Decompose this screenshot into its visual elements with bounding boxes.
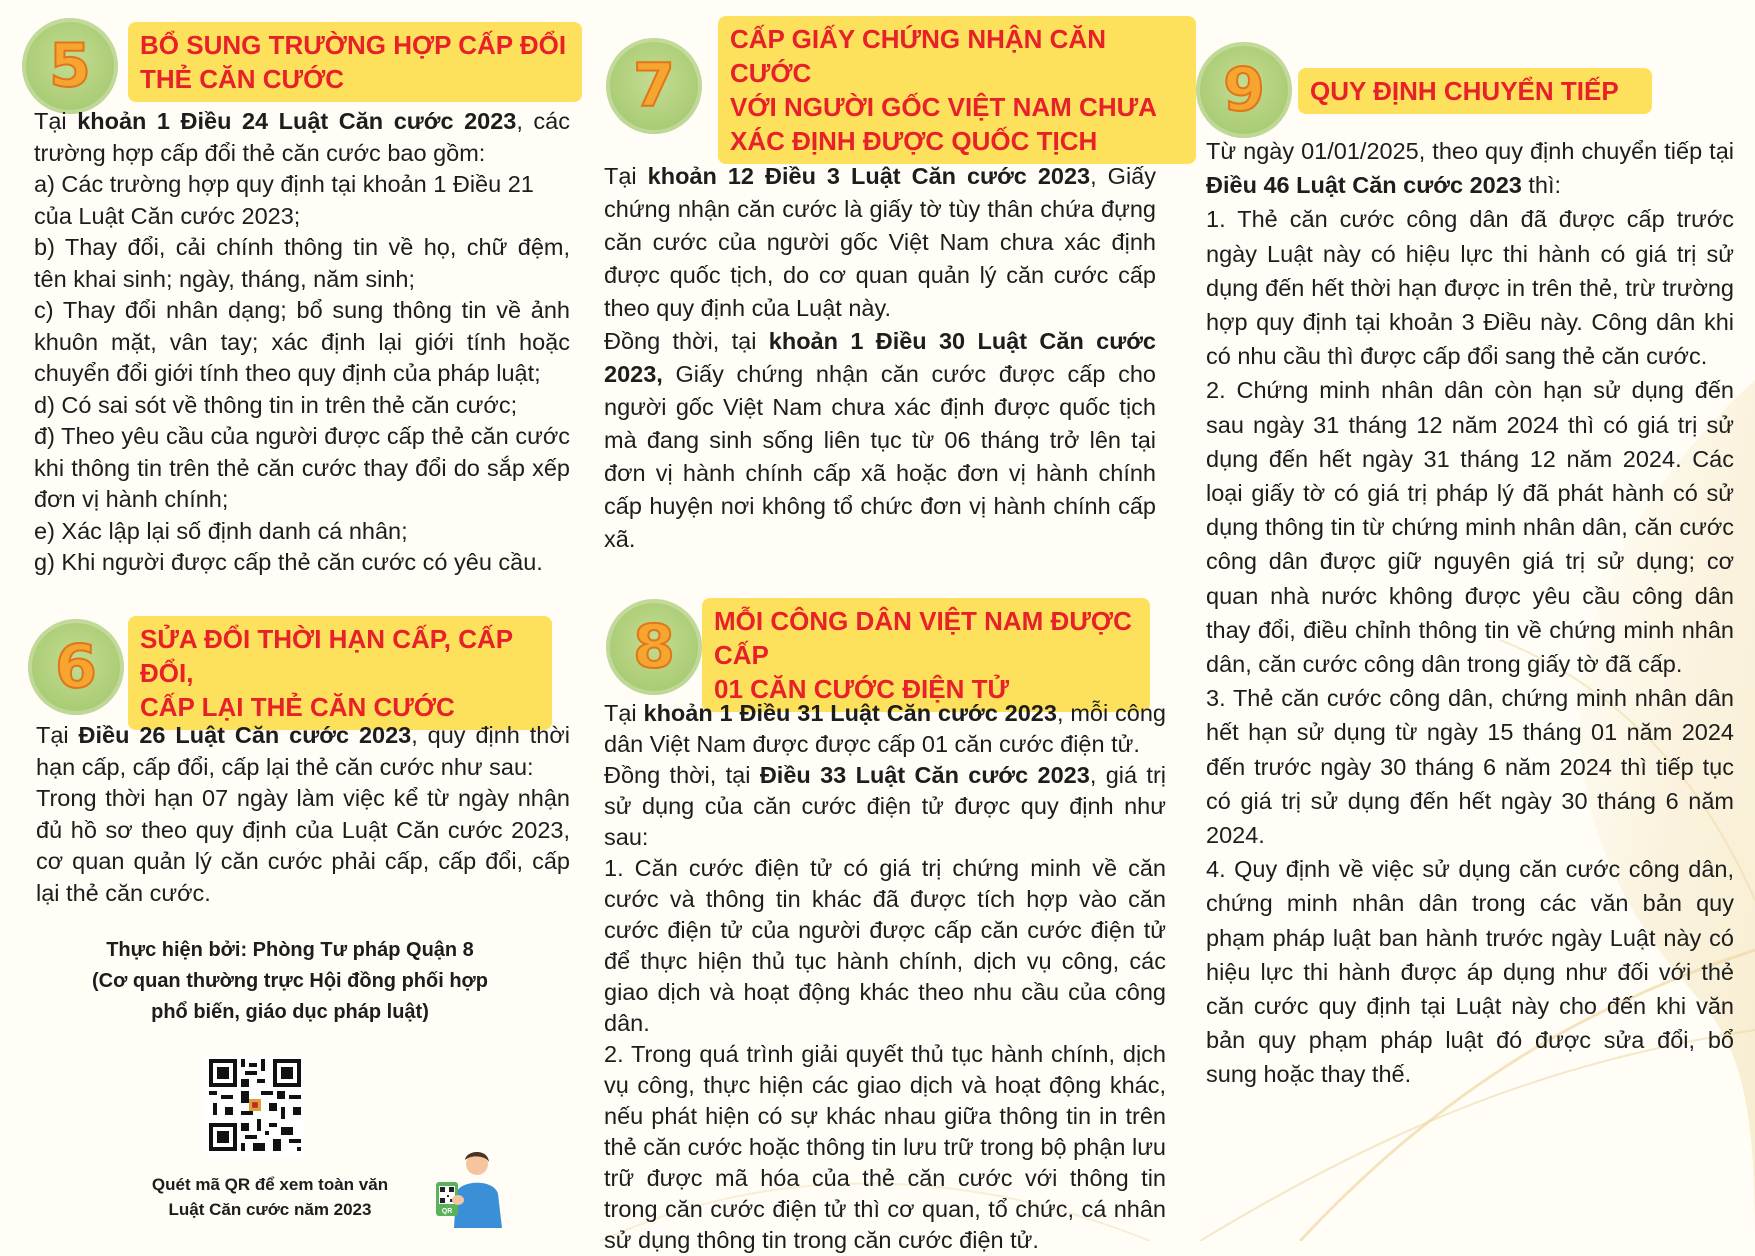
section-title xyxy=(718,16,1196,164)
section-number-badge xyxy=(1196,42,1292,138)
section-paragraph: Đồng thời, tại Điều 33 Luật Căn cước 2023, giá trị sử dụng của căn cước điện tử được quy định như sau: xyxy=(604,762,1166,850)
section-title-line: CẤP GIẤY CHỨNG NHẬN CĂN CƯỚC xyxy=(730,24,1106,88)
law-reference: Điều 26 Luật Căn cước 2023 xyxy=(78,722,412,748)
law-reference: Điều 33 Luật Căn cước 2023 xyxy=(759,762,1090,788)
qr-caption-line: Luật Căn cước năm 2023 xyxy=(168,1200,372,1219)
section-number-badge xyxy=(606,599,702,695)
section-number: 6 xyxy=(55,632,97,702)
section-number-badge xyxy=(22,18,118,114)
section-number: 9 xyxy=(1223,55,1265,125)
credit-line: Thực hiện bởi: Phòng Tư pháp Quận 8 xyxy=(106,939,474,961)
section-9 xyxy=(1180,0,1755,1241)
section-title xyxy=(128,22,582,102)
qr-caption-line: Quét mã QR để xem toàn văn xyxy=(151,1175,389,1194)
credit-line: phổ biến, giáo dục pháp luật) xyxy=(151,1001,429,1023)
list-item: g) Khi người được cấp thẻ căn cước có yêu cầu. xyxy=(34,549,543,575)
section-title-line: XÁC ĐỊNH ĐƯỢC QUỐC TỊCH xyxy=(730,126,1098,156)
section-paragraph: Đồng thời, tại khoản 1 Điều 30 Luật Căn cước 2023, Giấy chứng nhận căn cước được cấp cho người gốc Việt Nam chưa xác định được quốc tịch mà đang sinh sống liên tục từ 06 tháng trở lên tại đơn vị hành chính cấp xã hoặc đơn vị hành chính cấp huyện nơi không tổ chức đơn vị hành chính cấp xã. xyxy=(604,328,1156,552)
section-number: 8 xyxy=(633,612,675,682)
section-paragraph: Trong thời hạn 07 ngày làm việc kể từ ngày nhận đủ hồ sơ theo quy định của Luật Căn cước 2023, cơ quan quản lý căn cước phải cấp, cấp đổi, cấp lại thẻ căn cước. xyxy=(36,785,570,906)
section-intro: Tại khoản 12 Điều 3 Luật Căn cước 2023, Giấy chứng nhận căn cước là giấy tờ tùy thân chứa đựng căn cước của người gốc Việt Nam chưa xác định được quốc tịch, do cơ quan quản lý căn cước cấp theo quy định của Luật này. xyxy=(604,163,1156,321)
list-item: 4. Quy định về việc sử dụng căn cước công dân, chứng minh nhân dân trong các văn bản quy phạm pháp luật ban hành trước ngày Luật này có hiệu lực thi hành được áp dụng như đối với thẻ căn cước quy định tại Luật này cho đến khi văn bản quy phạm pháp luật đó được sửa đổi, bổ sung hoặc thay thế. xyxy=(1206,856,1734,1088)
section-title-line: VỚI NGƯỜI GỐC VIỆT NAM CHƯA xyxy=(730,92,1157,122)
list-item: d) Có sai sót về thông tin in trên thẻ căn cước; xyxy=(34,391,518,418)
section-number-badge xyxy=(28,619,124,715)
section-number: 5 xyxy=(49,31,91,101)
section-intro: Tại khoản 1 Điều 24 Luật Căn cước 2023, các trường hợp cấp đổi thẻ căn cước bao gồm: xyxy=(34,108,570,166)
section-body xyxy=(604,160,1156,556)
list-item: a) Các trường hợp quy định tại khoản 1 Điều 21 của Luật Căn cước 2023; xyxy=(34,171,534,229)
law-reference: khoản 1 Điều 24 Luật Căn cước 2023 xyxy=(77,108,517,134)
section-body xyxy=(36,720,570,909)
section-title xyxy=(1298,68,1652,114)
section-intro: Tại Điều 26 Luật Căn cước 2023, quy định thời hạn cấp, cấp đổi, cấp lại thẻ căn cước như sau: xyxy=(36,722,570,780)
phone-qr-label: QR xyxy=(441,1208,453,1215)
law-reference: khoản 1 Điều 31 Luật Căn cước 2023 xyxy=(643,700,1057,726)
section-title-line: CẤP LẠI THẺ CĂN CƯỚC xyxy=(140,692,455,722)
section-title-line: MỖI CÔNG DÂN VIỆT NAM ĐƯỢC CẤP xyxy=(714,606,1132,670)
list-item: b) Thay đổi, cải chính thông tin về họ, chữ đệm, tên khai sinh; ngày, tháng, năm sinh; xyxy=(34,234,570,292)
list-item: 2. Trong quá trình giải quyết thủ tục hành chính, dịch vụ công, thực hiện các giao dịch và hoạt động khác, nếu phát hiện có sự khác nhau giữa thông tin in trên thẻ căn cước hoặc thông tin lưu trữ trong bộ phận lưu trữ được mã hóa của thẻ căn cước với thông tin trong căn cước điện tử thì cơ quan, tổ chức, cá nhân sử dụng thông tin trong căn cước điện tử. xyxy=(604,1041,1166,1253)
list-item: 2. Chứng minh nhân dân còn hạn sử dụng đến sau ngày 31 tháng 12 năm 2024 thì có giá trị sử dụng đến hết ngày 31 tháng 12 năm 2024. Các loại giấy tờ có giá trị pháp lý đã phát hành có sử dụng thông tin từ chứng minh nhân dân, căn cước công dân được giữ nguyên giá trị sử dụng; cơ quan nhà nước không được yêu cầu công dân thay đổi, điều chỉnh thông tin về chứng minh nhân dân, căn cước công dân trong giấy tờ đã cấp. xyxy=(1206,377,1734,678)
section-title-line: QUY ĐỊNH CHUYỂN TIẾP xyxy=(1310,76,1619,106)
qr-code-icon[interactable] xyxy=(205,1055,305,1155)
section-title xyxy=(702,598,1150,712)
section-8 xyxy=(590,590,1180,1253)
section-6 xyxy=(0,610,580,910)
section-title-line: BỔ SUNG TRƯỜNG HỢP CẤP ĐỔI xyxy=(140,30,567,60)
section-title-line: THẺ CĂN CƯỚC xyxy=(140,64,345,94)
section-intro: Tại khoản 1 Điều 31 Luật Căn cước 2023, mỗi công dân Việt Nam được được cấp 01 căn cước điện tử. xyxy=(604,700,1166,757)
law-reference: khoản 12 Điều 3 Luật Căn cước 2023 xyxy=(647,163,1091,189)
list-item: 3. Thẻ căn cước công dân, chứng minh nhân dân hết hạn sử dụng từ ngày 15 tháng 01 năm 2024 đến trước ngày 30 tháng 6 năm 2024 thì tiếp tục có giá trị sử dụng đến hết ngày 30 tháng 6 năm 2024. xyxy=(1206,685,1734,849)
section-title-line: 01 CĂN CƯỚC ĐIỆN TỬ xyxy=(714,674,1010,704)
law-reference: Điều 46 Luật Căn cước 2023 xyxy=(1206,172,1522,199)
section-body xyxy=(604,698,1166,1256)
section-number-badge xyxy=(606,38,702,134)
credit-line: (Cơ quan thường trực Hội đồng phối hợp xyxy=(92,970,488,992)
section-intro: Từ ngày 01/01/2025, theo quy định chuyển tiếp tại Điều 46 Luật Căn cước 2023 thì: xyxy=(1206,138,1734,199)
section-body xyxy=(34,106,570,579)
section-7 xyxy=(590,0,1180,590)
section-5 xyxy=(0,0,580,610)
list-item: 1. Thẻ căn cước công dân đã được cấp trước ngày Luật này có hiệu lực thi hành có giá trị sử dụng đến hết thời hạn được in trên thẻ, trừ trường hợp quy định tại khoản 3 Điều này. Công dân khi có nhu cầu thì được cấp đổi sang thẻ căn cước. xyxy=(1206,206,1734,370)
section-title-line: SỬA ĐỔI THỜI HẠN CẤP, CẤP ĐỔI, xyxy=(140,624,513,688)
list-item: e) Xác lập lại số định danh cá nhân; xyxy=(34,517,408,544)
section-title xyxy=(128,616,552,730)
person-scanning-icon xyxy=(432,1148,508,1228)
qr-caption xyxy=(120,1172,420,1222)
list-item: c) Thay đổi nhân dạng; bổ sung thông tin về ảnh khuôn mặt, vân tay; xác định lại giới tính hoặc chuyển đổi giới tính theo quy định của pháp luật; xyxy=(34,297,570,386)
section-number: 7 xyxy=(633,51,675,121)
credit-block xyxy=(40,935,540,1028)
law-reference: khoản 1 Điều 30 Luật Căn cước 2023, xyxy=(604,328,1156,387)
list-item: 1. Căn cước điện tử có giá trị chứng minh về căn cước và thông tin khác đã được tích hợp vào căn cước điện tử của người được cấp căn cước điện tử để thực hiện thủ tục hành chính, dịch vụ công, các giao dịch và hoạt động khác theo nhu cầu của công dân. xyxy=(604,855,1166,1036)
section-body xyxy=(1206,134,1734,1092)
list-item: đ) Theo yêu cầu của người được cấp thẻ căn cước khi thông tin trên thẻ căn cước thay đổi do sắp xếp đơn vị hành chính; xyxy=(34,423,570,512)
